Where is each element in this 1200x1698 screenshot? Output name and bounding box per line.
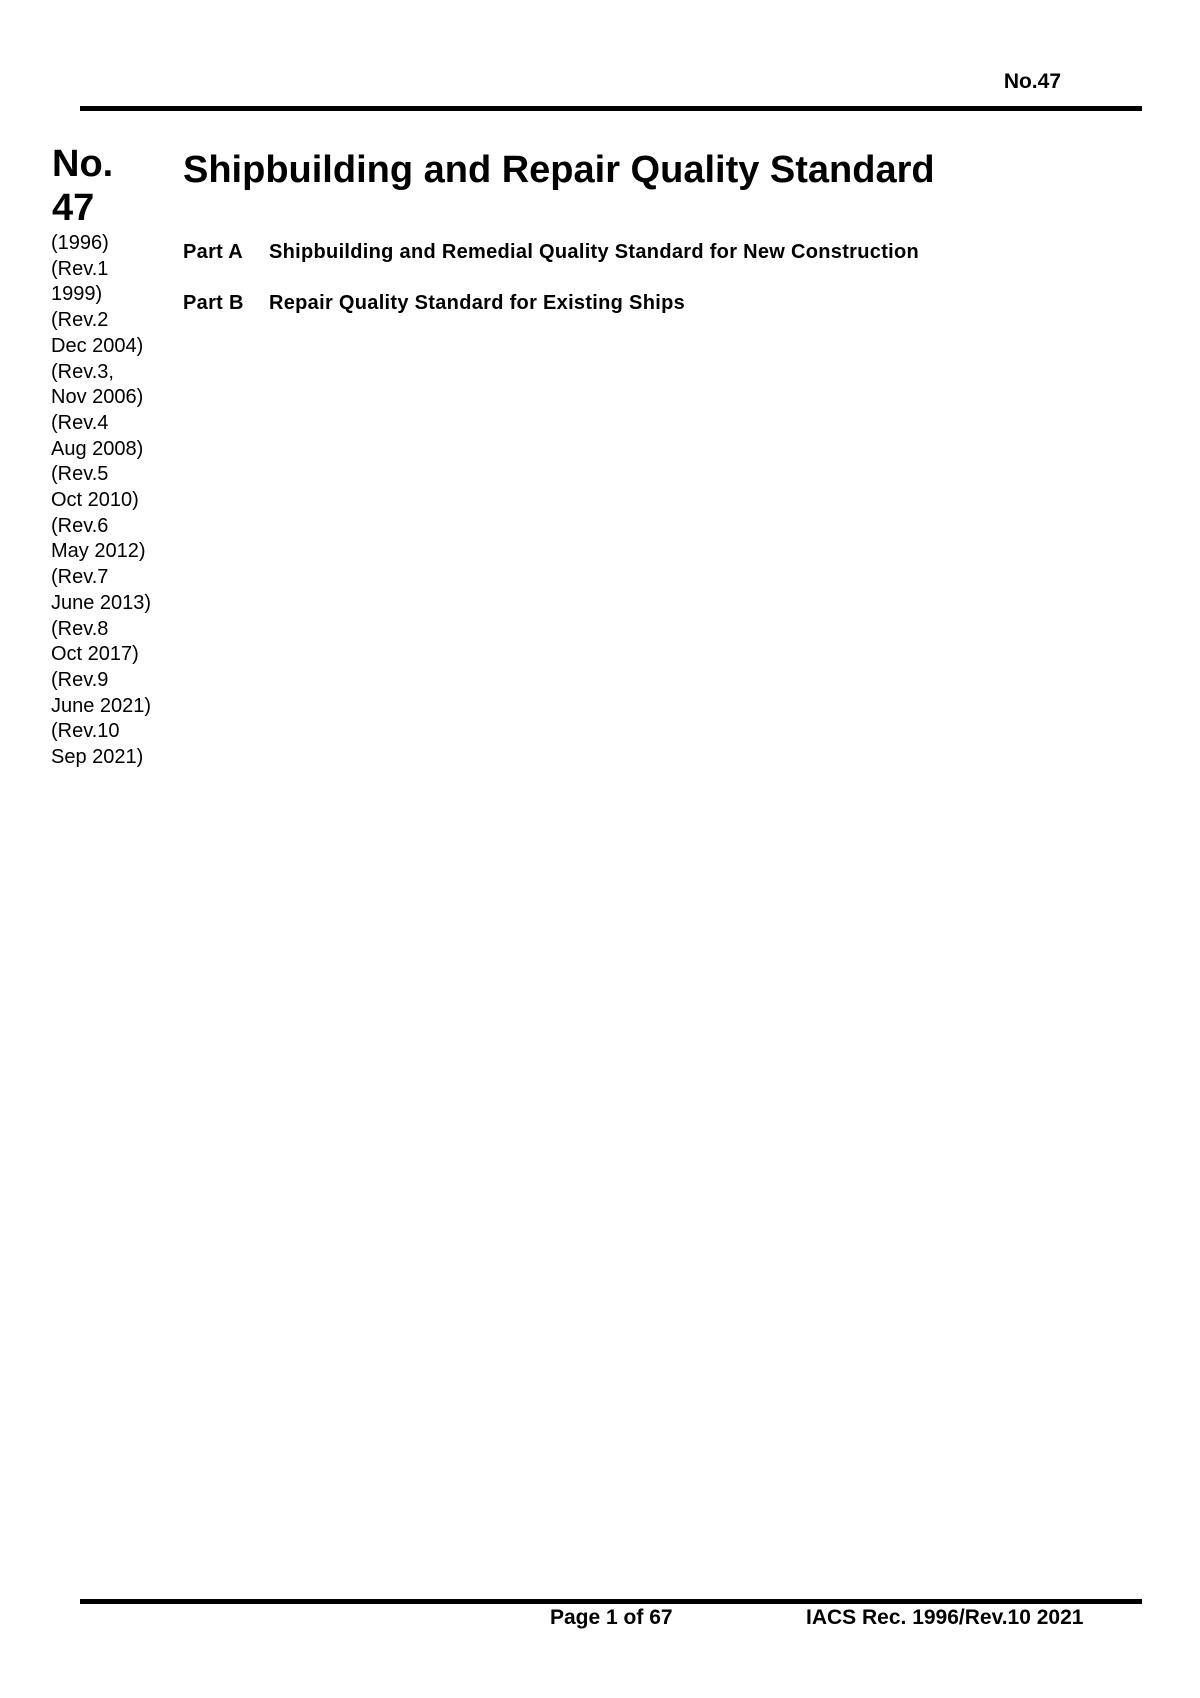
revision-line: (Rev.9	[51, 668, 109, 691]
margin-document-number	[52, 142, 172, 230]
revision-line: June 2013)	[51, 591, 152, 614]
revision-line: June 2021)	[51, 694, 152, 717]
revision-line: (Rev.5	[51, 463, 109, 486]
revision-line: Nov 2006)	[51, 386, 144, 409]
revision-line: (Rev.7	[51, 566, 109, 589]
revision-line: (Rev.4	[51, 411, 109, 434]
revision-history	[51, 231, 181, 771]
revision-line: (Rev.1	[51, 257, 109, 280]
part-a-entry	[183, 241, 919, 266]
part-b-title: Repair Quality Standard for Existing Ships	[269, 292, 686, 314]
parts-list	[183, 241, 919, 343]
revision-line: (Rev.8	[51, 617, 109, 640]
document-title: Shipbuilding and Repair Quality Standard	[183, 149, 935, 191]
revision-line: Aug 2008)	[51, 437, 144, 460]
revision-line: Sep 2021)	[51, 746, 144, 769]
header-rule	[80, 106, 1142, 111]
part-b-entry	[183, 292, 919, 317]
footer-rule	[80, 1599, 1142, 1604]
margin-number-line-2: 47	[52, 187, 95, 229]
revision-line: May 2012)	[51, 540, 146, 563]
revision-line: Oct 2017)	[51, 643, 139, 666]
part-a-title: Shipbuilding and Remedial Quality Standard for New Construction	[269, 241, 920, 263]
revision-line: Dec 2004)	[51, 334, 144, 357]
revision-line: (Rev.6	[51, 514, 109, 537]
revision-line: (1996)	[51, 232, 109, 254]
part-b-label: Part B	[183, 292, 244, 314]
revision-line: (Rev.10	[51, 720, 120, 743]
margin-number-line-1: No.	[52, 143, 114, 185]
revision-line: 1999)	[51, 283, 103, 306]
page-number: Page 1 of 67	[550, 1606, 673, 1629]
revision-line: (Rev.3,	[51, 360, 114, 383]
revision-line: Oct 2010)	[51, 489, 139, 512]
part-a-label: Part A	[183, 241, 243, 263]
revision-line: (Rev.2	[51, 309, 109, 332]
header-document-number: No.47	[1003, 70, 1061, 93]
document-reference: IACS Rec. 1996/Rev.10 2021	[806, 1606, 1084, 1629]
